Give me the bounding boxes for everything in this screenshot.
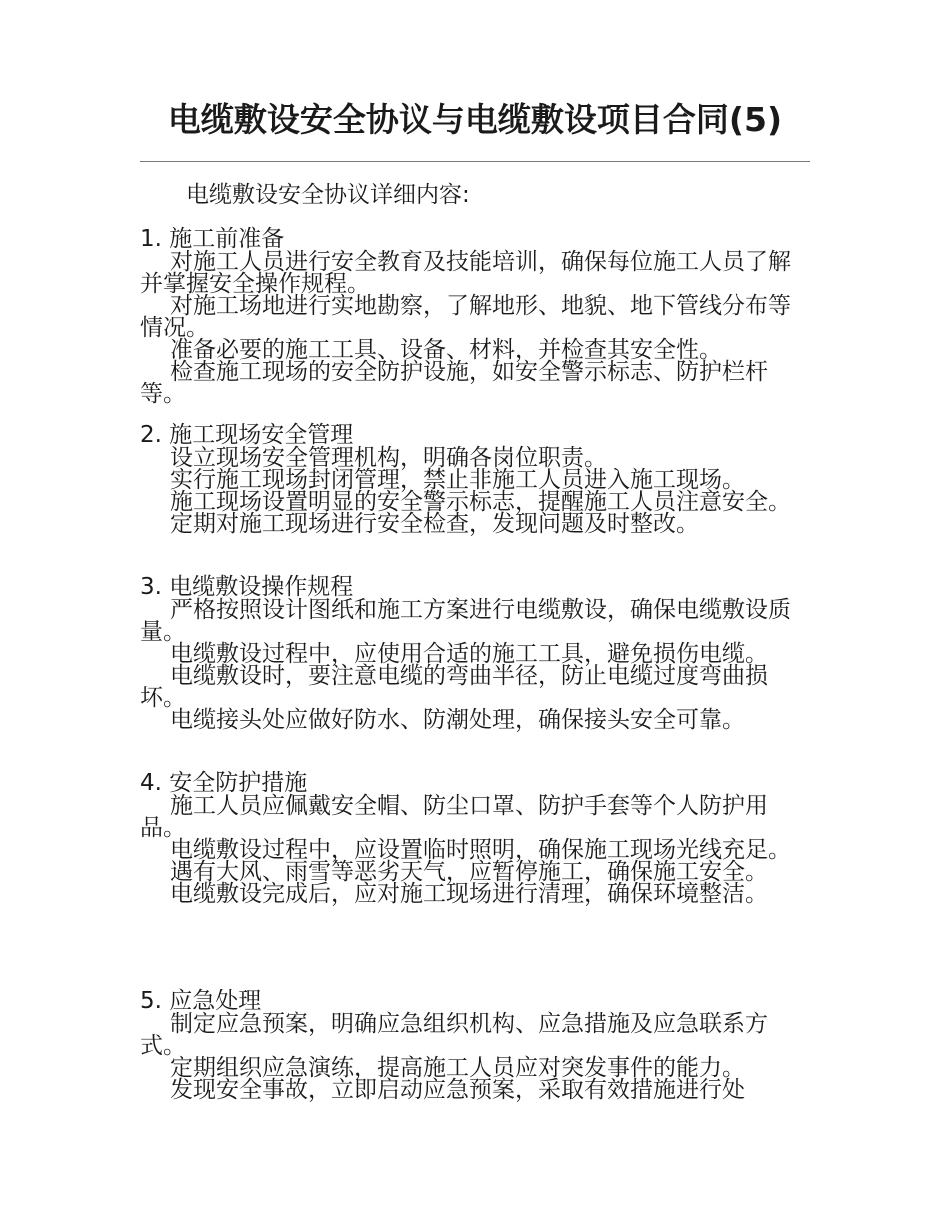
section-preparation [140,228,795,405]
list-item: 发现安全事故，立即启动应急预案，采取有效措施进行处 [170,1077,745,1103]
section-emergency [140,990,795,1101]
section-laying-procedure [140,576,795,731]
section-heading: 5. 应急处理 [140,988,262,1014]
list-item: 检查施工现场的安全防护设施，如安全警示标志、防护栏杆等。 [140,359,768,407]
list-item: 电缆敷设过程中，应设置临时照明，确保施工现场光线充足。 [170,837,791,863]
list-item: 定期对施工现场进行安全检查，发现问题及时整改。 [170,511,699,537]
list-item: 设立现场安全管理机构，明确各岗位职责。 [170,445,607,471]
title-divider [140,161,810,162]
section-heading: 2. 施工现场安全管理 [140,422,354,448]
section-site-safety [140,424,795,535]
list-item: 电缆接头处应做好防水、防潮处理，确保接头安全可靠。 [170,707,745,733]
list-item: 制定应急预案，明确应急组织机构、应急措施及应急联系方式。 [140,1011,768,1059]
list-item: 施工现场设置明显的安全警示标志，提醒施工人员注意安全。 [170,489,791,515]
section-heading: 4. 安全防护措施 [140,770,308,796]
list-item: 实行施工现场封闭管理，禁止非施工人员进入施工现场。 [170,467,745,493]
document-title: 电缆敷设安全协议与电缆敷设项目合同(5) [167,100,783,139]
list-item: 电缆敷设过程中，应使用合适的施工工具，避免损伤电缆。 [170,641,768,667]
list-item: 电缆敷设时，要注意电缆的弯曲半径，防止电缆过度弯曲损坏。 [140,663,768,711]
list-item: 对施工场地进行实地勘察，了解地形、地貌、地下管线分布等情况。 [140,293,791,341]
list-item: 电缆敷设完成后，应对施工现场进行清理，确保环境整洁。 [170,881,768,907]
list-item: 施工人员应佩戴安全帽、防尘口罩、防护手套等个人防护用品。 [140,793,768,841]
list-item: 准备必要的施工工具、设备、材料，并检查其安全性。 [170,337,722,363]
section-heading: 3. 电缆敷设操作规程 [140,574,354,600]
list-item: 定期组织应急演练，提高施工人员应对突发事件的能力。 [170,1055,745,1081]
list-item: 遇有大风、雨雪等恶劣天气，应暂停施工，确保施工安全。 [170,859,768,885]
section-heading: 1. 施工前准备 [140,226,285,252]
list-item: 对施工人员进行安全教育及技能培训，确保每位施工人员了解并掌握安全操作规程。 [140,249,791,297]
section-protection [140,772,795,905]
list-item: 严格按照设计图纸和施工方案进行电缆敷设，确保电缆敷设质量。 [140,597,791,645]
intro-text: 电缆敷设安全协议详细内容: [186,182,470,208]
